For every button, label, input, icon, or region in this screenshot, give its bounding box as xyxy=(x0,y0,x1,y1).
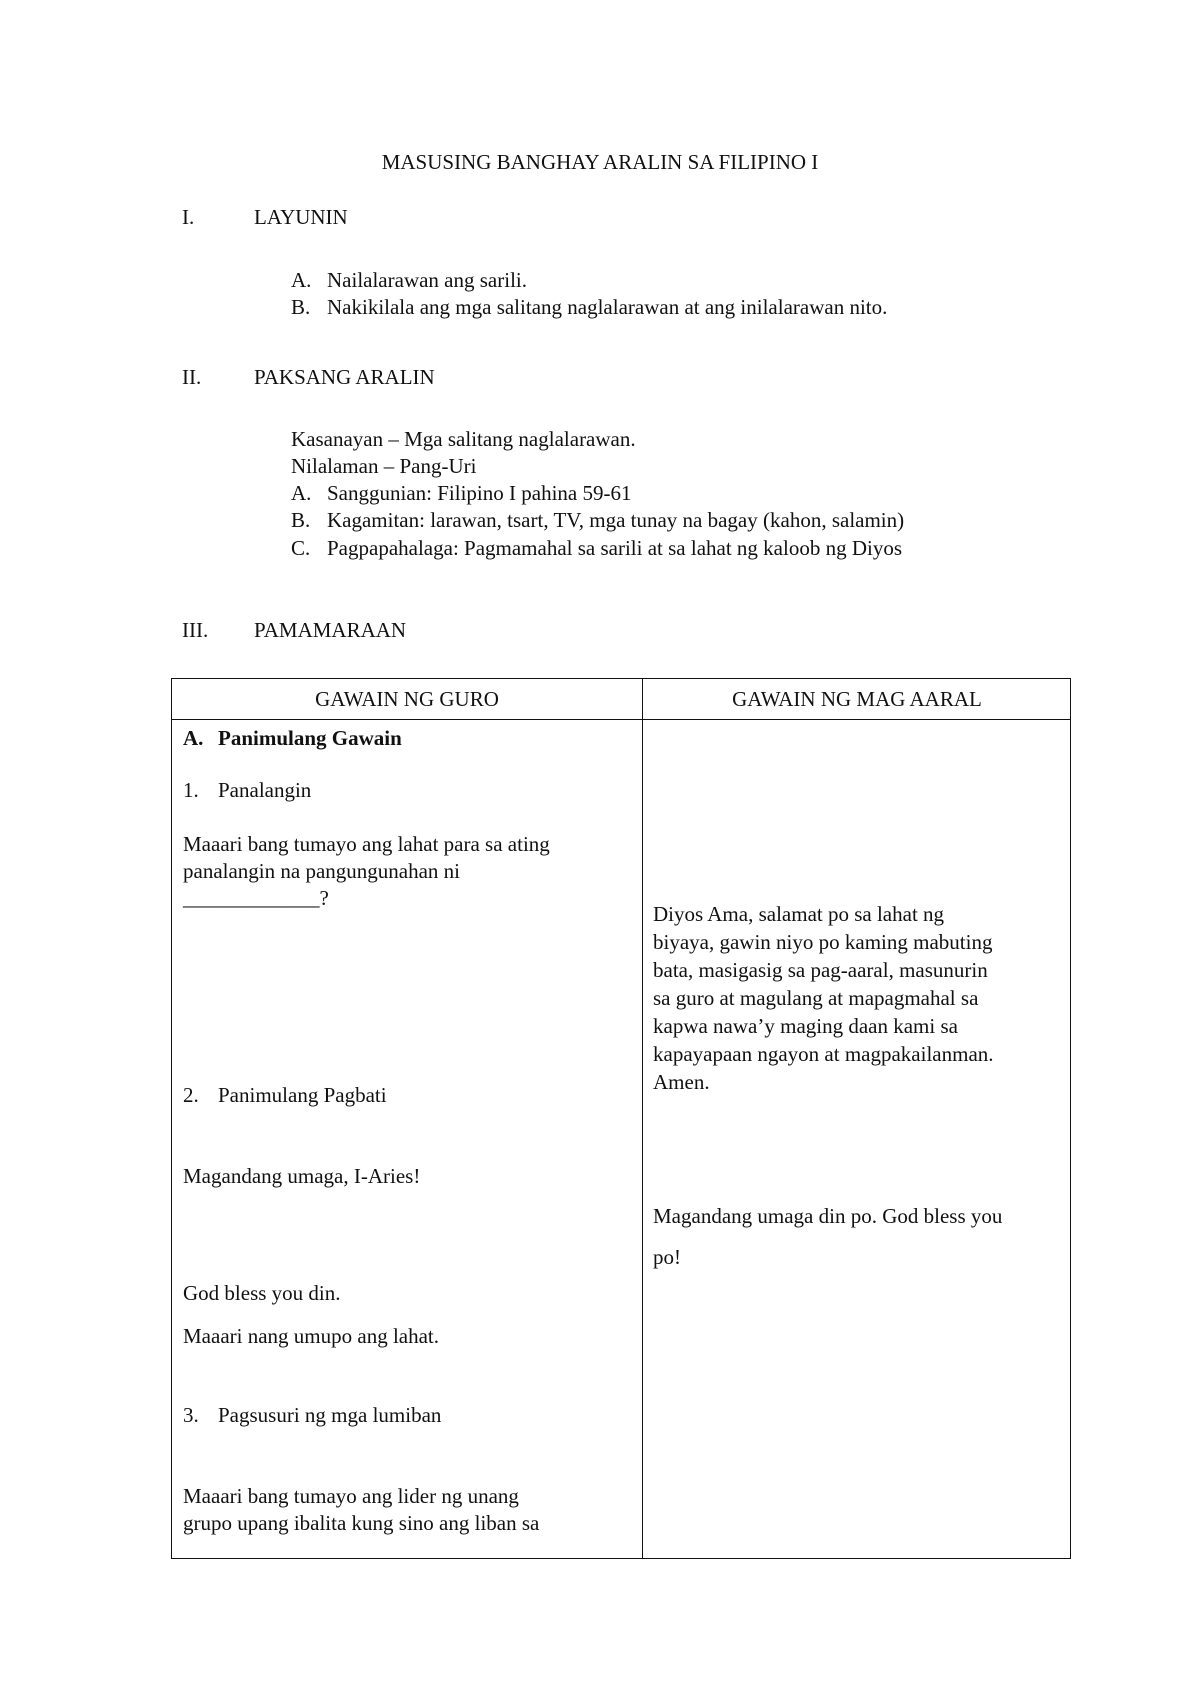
section-heading-layunin: LAYUNIN xyxy=(254,205,348,229)
column-header-guro: GAWAIN NG GURO xyxy=(315,687,499,711)
list-letter: B. xyxy=(291,508,311,532)
header-divider xyxy=(172,719,1070,720)
kasanayan-line: Kasanayan – Mga salitang naglalarawan. xyxy=(291,427,636,451)
nilalaman-line: Nilalaman – Pang-Uri xyxy=(291,454,477,478)
list-item: Sanggunian: Filipino I pahina 59-61 xyxy=(327,481,632,505)
student-prayer-line: Diyos Ama, salamat po sa lahat ng xyxy=(653,902,945,926)
column-header-magaaral: GAWAIN NG MAG AARAL xyxy=(732,687,982,711)
list-item: Nailalarawan ang sarili. xyxy=(327,268,527,292)
list-letter: A. xyxy=(291,481,312,505)
step-number: 1. xyxy=(183,778,199,802)
prayer-request-line: Maaari bang tumayo ang lahat para sa ating xyxy=(183,832,550,856)
activity-table xyxy=(171,678,1071,1559)
section-numeral-2: II. xyxy=(182,365,202,389)
subheading-letter: A. xyxy=(183,726,204,750)
student-prayer-line: sa guro at magulang at mapagmahal sa xyxy=(653,986,979,1010)
student-prayer-line: kapwa nawa’y maging daan kami sa xyxy=(653,1014,958,1038)
prayer-request-line: panalangin na pangungunahan ni xyxy=(183,859,460,883)
step-number: 3. xyxy=(183,1403,199,1427)
student-prayer-line: kapayapaan ngayon at magpakailanman. xyxy=(653,1042,994,1066)
step-number: 2. xyxy=(183,1083,199,1107)
step-label: Pagsusuri ng mga lumiban xyxy=(218,1403,442,1427)
subheading-text: Panimulang Gawain xyxy=(218,726,402,750)
teacher-sit: Maaari nang umupo ang lahat. xyxy=(183,1324,439,1348)
section-heading-paksang-aralin: PAKSANG ARALIN xyxy=(254,365,435,389)
absent-request-line: Maaari bang tumayo ang lider ng unang xyxy=(183,1484,519,1508)
column-divider xyxy=(642,679,643,1558)
absent-request-line: grupo upang ibalita kung sino ang liban sa xyxy=(183,1511,540,1535)
step-pagsusuri xyxy=(183,1401,441,1429)
student-greeting-line: Magandang umaga din po. God bless you xyxy=(653,1204,1003,1228)
document-title: MASUSING BANGHAY ARALIN SA FILIPINO I xyxy=(381,150,819,174)
step-panimulang-pagbati xyxy=(183,1081,387,1109)
student-prayer-line: biyaya, gawin niyo po kaming mabuting xyxy=(653,930,993,954)
step-panalangin xyxy=(183,776,311,804)
list-letter: A. xyxy=(291,268,312,292)
student-greeting-line: po! xyxy=(653,1245,681,1269)
teacher-bless: God bless you din. xyxy=(183,1281,341,1305)
section-heading-pamamaraan: PAMAMARAAN xyxy=(254,618,407,642)
step-label: Panalangin xyxy=(218,778,312,802)
student-prayer-line: bata, masigasig sa pag-aaral, masunurin xyxy=(653,958,988,982)
list-letter: C. xyxy=(291,536,311,560)
section-numeral-1: I. xyxy=(182,205,195,229)
prayer-request-line: _____________? xyxy=(183,886,329,910)
list-letter: B. xyxy=(291,295,311,319)
teacher-greeting: Magandang umaga, I-Aries! xyxy=(183,1164,421,1188)
subheading-panimulang-gawain xyxy=(183,724,402,752)
list-item: Pagpapahalaga: Pagmamahal sa sarili at sa lahat ng kaloob ng Diyos xyxy=(327,536,903,560)
student-prayer-line: Amen. xyxy=(653,1070,710,1094)
step-label: Panimulang Pagbati xyxy=(218,1083,387,1107)
list-item: Kagamitan: larawan, tsart, TV, mga tunay na bagay (kahon, salamin) xyxy=(327,508,905,532)
section-numeral-3: III. xyxy=(182,618,209,642)
list-item: Nakikilala ang mga salitang naglalarawan at ang inilalarawan nito. xyxy=(327,295,888,319)
